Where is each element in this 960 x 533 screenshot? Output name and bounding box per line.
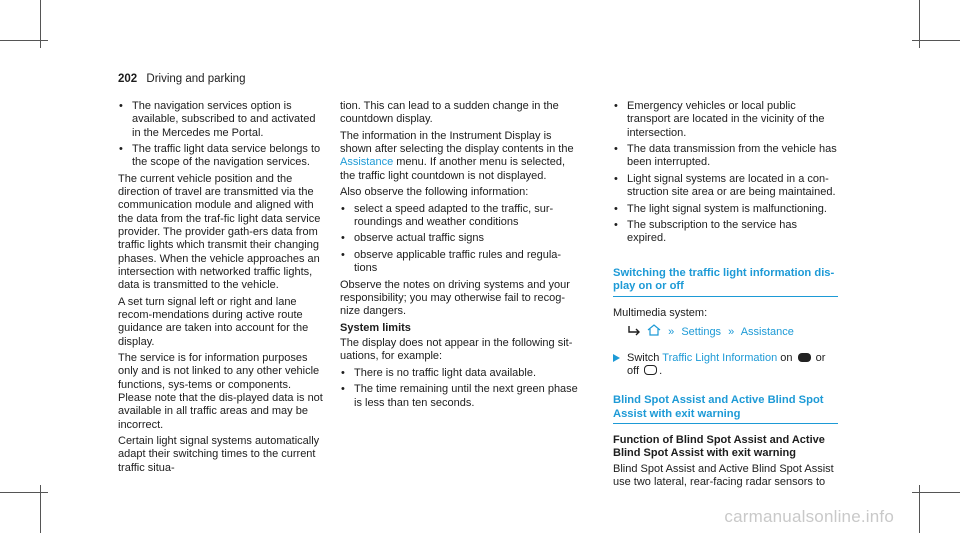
section-title: Driving and parking xyxy=(146,73,246,85)
subheading-function: Function of Blind Spot Assist and Active Blind Spot Assist with exit warning xyxy=(613,434,825,460)
section-heading-blind-spot: Blind Spot Assist and Active Blind Spot Assist with exit warning xyxy=(613,394,838,424)
list-item: • The data transmission from the vehicle has been interrupted. xyxy=(613,143,838,170)
paragraph: tion. This can lead to a sudden change in the countdown display. xyxy=(340,100,559,126)
crop-mark xyxy=(912,492,960,493)
paragraph: Also observe the following information: xyxy=(340,186,529,199)
assistance-menu-item[interactable]: Assistance xyxy=(740,326,794,339)
menu-path xyxy=(613,324,838,339)
list-item: • select a speed adapted to the traffic, sur-roundings and weather conditions xyxy=(340,203,580,230)
list-item: • observe applicable traffic rules and regula-tions xyxy=(340,249,580,276)
arrow-return-icon xyxy=(627,326,641,336)
home-icon[interactable] xyxy=(647,324,661,336)
step-text: off xyxy=(627,364,640,377)
page-number: 202 xyxy=(118,73,138,85)
list-item: • There is no traffic light data available. xyxy=(340,367,580,380)
toggle-on-icon xyxy=(798,353,811,362)
double-chevron-icon: » xyxy=(728,326,735,339)
list-item: • The light signal system is malfunctioning. xyxy=(613,203,838,216)
paragraph-text: The information in the Instrument Display is shown after selecting the display contents in the xyxy=(340,129,574,156)
list-item: • The traffic light data service belongs to the scope of the navigation services. xyxy=(118,143,323,170)
double-chevron-icon: » xyxy=(668,326,675,339)
paragraph: Observe the notes on driving systems and your responsibility; you may otherwise fail to recog-nize dangers. xyxy=(340,278,570,318)
multimedia-label: Multimedia system: xyxy=(613,306,708,319)
crop-mark xyxy=(912,40,960,41)
crop-mark xyxy=(0,492,48,493)
traffic-light-information-option[interactable]: Traffic Light Information xyxy=(662,351,778,364)
assistance-menu-link[interactable]: Assistance xyxy=(340,156,394,169)
list-item: • Emergency vehicles or local public transport are located in the vicinity of the intersection. xyxy=(613,100,838,140)
instruction-step xyxy=(613,352,838,379)
list-item: • The navigation services option is available, subscribed to and activated in the Mercedes me Portal. xyxy=(118,100,323,140)
list-item: • Light signal systems are located in a con-struction site area or are being maintained. xyxy=(613,173,838,200)
paragraph: The current vehicle position and the direction of travel are transmitted via the communication module and aligned with the data from the traf-fic light data service provider. The provider gath-ers data from traffic lights which transmit their changing phases. When the vehicle approaches an intersection with networked traffic lights, data is transmitted to the vehicle. xyxy=(118,172,321,292)
step-text: Switch xyxy=(627,351,660,364)
toggle-off-icon xyxy=(644,365,657,375)
paragraph xyxy=(340,130,580,183)
paragraph: The display does not appear in the following sit-uations, for example: xyxy=(340,337,573,363)
paragraph-text: menu. If another menu is selected, the traffic light countdown is not displayed. xyxy=(340,156,566,182)
section-heading-traffic-light: Switching the traffic light information dis-play on or off xyxy=(613,267,838,297)
triangle-right-icon xyxy=(613,354,620,362)
step-text: . xyxy=(659,364,663,377)
step-text: or xyxy=(815,351,826,364)
column-3 xyxy=(613,100,838,492)
settings-menu-item[interactable]: Settings xyxy=(681,326,722,339)
crop-mark xyxy=(0,40,48,41)
paragraph: A set turn signal left or right and lane recom-mendations during active route guidance are taken into account for the display. xyxy=(118,295,309,348)
list-item: • The time remaining until the next green phase is less than ten seconds. xyxy=(340,383,580,410)
column-1 xyxy=(118,100,323,478)
list-item: • observe actual traffic signs xyxy=(340,232,580,245)
paragraph: The service is for information purposes only and is not linked to any other vehicle functions, sys-tems or components. Please note that the dis-played data is not available in all traffic areas and may be incorrect. xyxy=(118,352,323,431)
step-text: on xyxy=(780,351,793,364)
page-header xyxy=(118,73,245,85)
column-2 xyxy=(340,100,580,413)
list-item: • The subscription to the service has expired. xyxy=(613,219,838,246)
watermark: carmanualsonline.info xyxy=(724,507,894,526)
subheading-system-limits: System limits xyxy=(340,321,411,334)
paragraph: Blind Spot Assist and Active Blind Spot Assist use two lateral, rear-facing radar sensors to xyxy=(613,462,834,488)
paragraph: Certain light signal systems automatically adapt their switching times to the current traffic situa- xyxy=(118,435,320,474)
